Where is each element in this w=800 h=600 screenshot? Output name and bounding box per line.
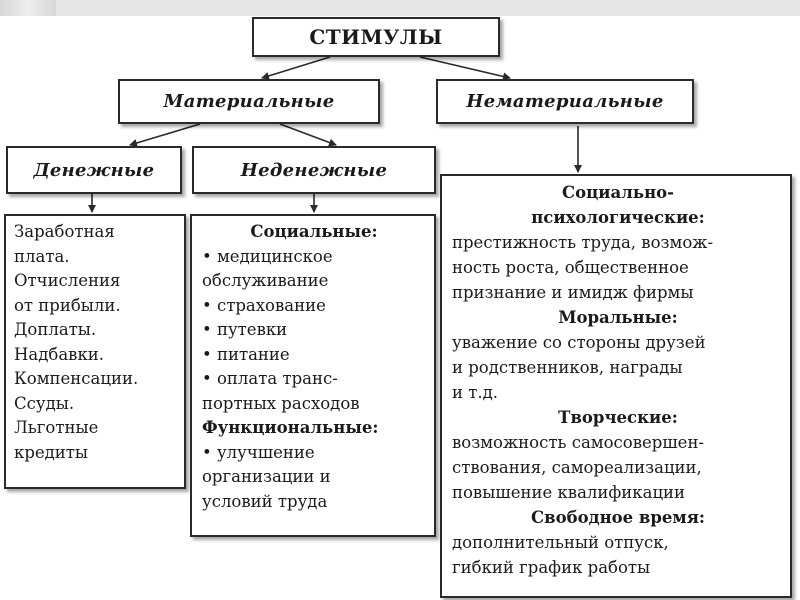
functional-item: организации и bbox=[202, 467, 331, 486]
social-item: • путевки bbox=[202, 320, 288, 339]
free-time-item: дополнительный отпуск, bbox=[452, 533, 669, 552]
top-bar-accent bbox=[0, 0, 56, 16]
top-bar bbox=[0, 0, 800, 16]
moral-item: и родственников, награды bbox=[452, 358, 683, 377]
monetary-item: Заработная bbox=[14, 222, 115, 241]
socio-psych-heading: психологические: bbox=[531, 208, 705, 227]
socio-psych-heading: Социально- bbox=[561, 183, 675, 202]
moral-heading: Моральные: bbox=[558, 308, 678, 327]
moral-item: уважение со стороны друзей bbox=[452, 333, 706, 352]
functional-item: • улучшение bbox=[202, 442, 315, 462]
monetary-item: Отчисления bbox=[14, 271, 121, 290]
monetary-item: Компенсации. bbox=[14, 369, 139, 388]
creative-heading: Творческие: bbox=[558, 408, 678, 427]
arrow-material-to-monetary bbox=[130, 124, 200, 145]
nonmaterial-label: Нематериальные bbox=[466, 91, 664, 112]
social-item: • страхование bbox=[202, 295, 326, 315]
free-time-item: гибкий график работы bbox=[452, 558, 651, 577]
functional-heading: Функциональные: bbox=[202, 418, 379, 437]
social-item: портных расходов bbox=[202, 393, 360, 413]
functional-item: условий труда bbox=[202, 491, 328, 511]
root-title: СТИМУЛЫ bbox=[309, 25, 443, 49]
free-time-heading: Свободное время: bbox=[530, 508, 706, 527]
social-heading: Социальные: bbox=[250, 222, 378, 241]
socio-psych-item: престижность труда, возмож- bbox=[452, 233, 714, 252]
nonmonetary-box bbox=[192, 146, 436, 194]
arrow-material-to-nonmonetary bbox=[280, 124, 336, 145]
root-box bbox=[252, 17, 500, 57]
moral-item: и т.д. bbox=[452, 383, 499, 402]
material-box bbox=[118, 79, 380, 124]
arrow-root-to-nonmaterial bbox=[420, 57, 510, 78]
monetary-item: от прибыли. bbox=[14, 295, 121, 315]
socio-psych-item: признание и имидж фирмы bbox=[452, 283, 694, 302]
nonmaterial-detail-box bbox=[440, 174, 792, 598]
monetary-item: Надбавки. bbox=[14, 344, 105, 364]
monetary-box bbox=[6, 146, 182, 194]
monetary-item: плата. bbox=[14, 246, 70, 266]
nonmonetary-label: Неденежные bbox=[240, 159, 388, 181]
monetary-item: Льготные bbox=[14, 418, 99, 437]
social-item: • оплата транс- bbox=[202, 369, 338, 388]
monetary-label: Денежные bbox=[33, 159, 155, 181]
social-item: • питание bbox=[202, 344, 290, 364]
socio-psych-item: ность роста, общественное bbox=[452, 258, 689, 277]
creative-item: ствования, самореализации, bbox=[452, 458, 702, 477]
creative-item: возможность самосовершен- bbox=[452, 433, 705, 452]
material-label: Материальные bbox=[163, 91, 335, 112]
monetary-item: Доплаты. bbox=[14, 320, 97, 339]
nonmonetary-list-box bbox=[190, 214, 436, 537]
arrow-root-to-material bbox=[262, 57, 330, 78]
monetary-item: Ссуды. bbox=[14, 393, 75, 413]
social-item: • медицинское bbox=[202, 246, 333, 266]
monetary-list-box bbox=[4, 214, 186, 489]
social-item: обслуживание bbox=[202, 271, 329, 290]
creative-item: повышение квалификации bbox=[452, 483, 686, 502]
nonmaterial-box bbox=[436, 79, 694, 124]
monetary-item: кредиты bbox=[14, 442, 89, 462]
